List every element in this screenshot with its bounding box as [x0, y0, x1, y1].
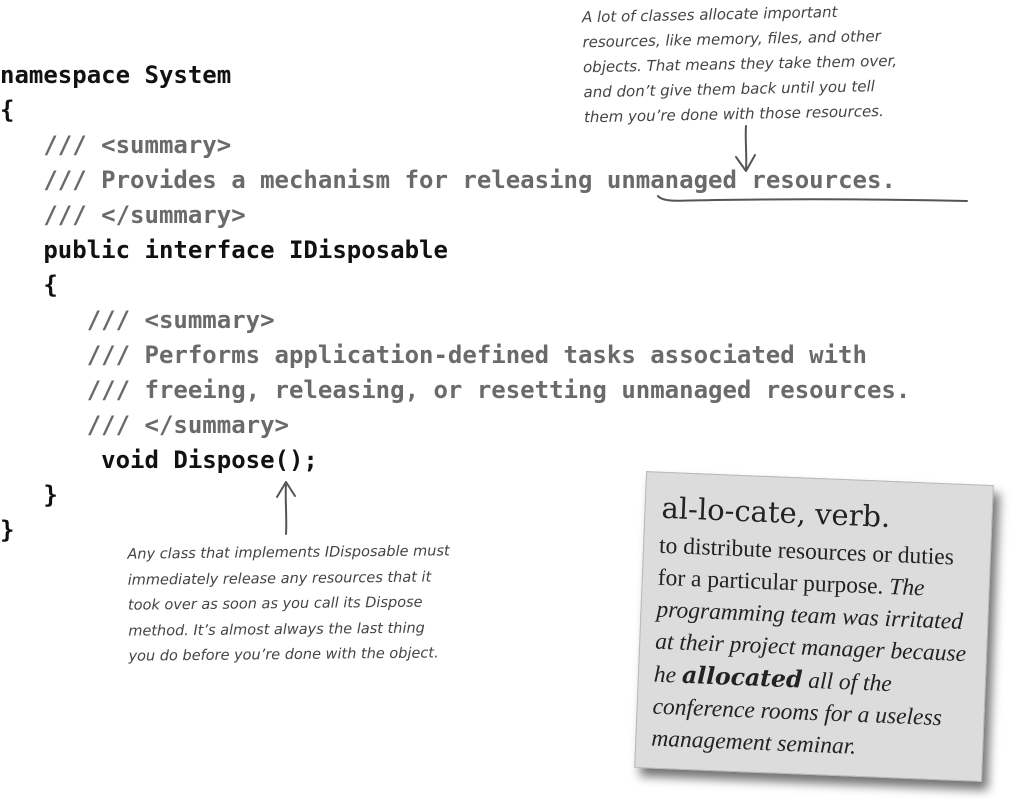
- code-comment-period: .: [881, 166, 896, 194]
- underlined-phrase: unmanaged resources: [606, 166, 882, 194]
- code-line-interface-close-brace: }: [0, 481, 58, 509]
- example-bold-word: allocated: [681, 660, 804, 694]
- code-comment-provides-text: /// Provides a mechanism for releasing: [0, 166, 607, 194]
- code-comment-freeing: /// freeing, releasing, or resetting unmanaged resources.: [0, 376, 911, 404]
- code-comment-provides-line: [0, 163, 910, 198]
- definition-card: [634, 471, 994, 782]
- code-line-close-brace: }: [0, 516, 15, 544]
- annotation-top-note: A lot of classes allocate important resources, like memory, files, and other objects. That means they take them over, and don’t give them back until you tell them you’re done with those resources.: [581, 2, 898, 127]
- code-comment-summary-open: /// <summary>: [0, 131, 232, 159]
- annotation-bottom-note: Any class that implements IDisposable must immediately release any resources that it took over as soon as you call its Dispose method. It’s almost always the last thing you do before you’re done with the object.: [127, 543, 450, 665]
- code-comment-summary-open-inner: /// <summary>: [0, 306, 275, 334]
- code-line-dispose-method: void Dispose();: [0, 446, 318, 474]
- code-listing: [0, 58, 910, 548]
- definition-headword: al-lo-cate, verb.: [660, 490, 892, 534]
- example-before: The programming team was irritated at their project manager because he: [653, 574, 967, 689]
- definition-body: [651, 530, 983, 768]
- code-comment-summary-close: /// </summary>: [0, 201, 246, 229]
- code-line-open-brace: {: [0, 96, 15, 124]
- definition-example: [651, 574, 967, 760]
- code-line-interface: public interface IDisposable: [0, 236, 448, 264]
- code-comment-summary-close-inner: /// </summary>: [0, 411, 289, 439]
- code-line-namespace: namespace System: [0, 61, 232, 89]
- example-after: all of the conference rooms for a useless management seminar.: [650, 667, 943, 760]
- code-line-interface-open-brace: {: [0, 271, 58, 299]
- definition-meaning: to distribute resources or duties for a particular purpose.: [657, 532, 955, 600]
- code-comment-performs: /// Performs application-defined tasks associated with: [0, 341, 867, 369]
